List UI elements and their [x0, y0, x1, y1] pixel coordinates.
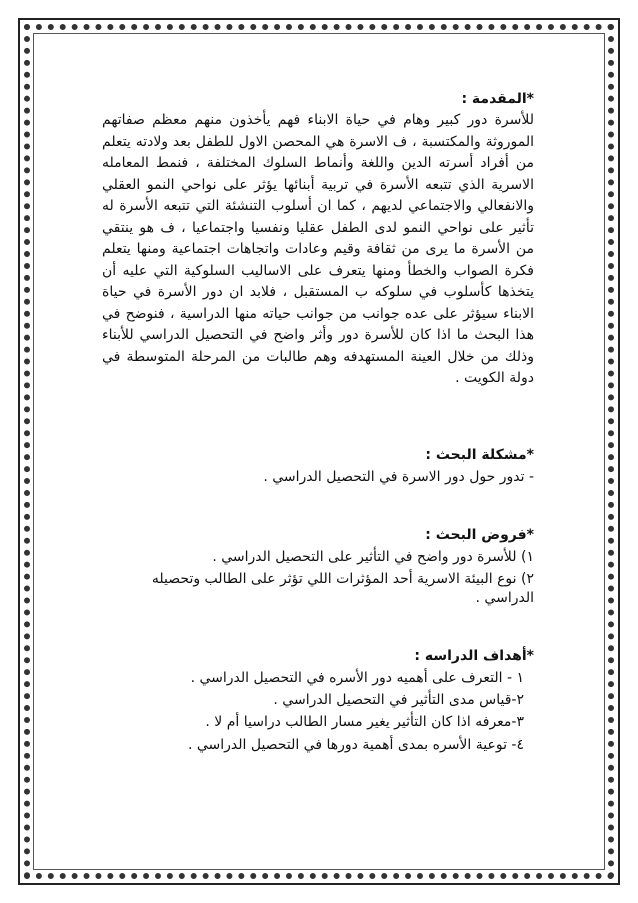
objective-item: ١ - التعرف على أهميه دور الأسره في التحصيل الدراسي .: [190, 670, 524, 686]
introduction-paragraph: للأسرة دور كبير وهام في حياة الابناء فهم يأخذون منهم معظم صفاتهم الموروثة والمكتسبة ، ف الاسرة هي المحصن الاول للطفل بعد ولادته يتعلم من أفراد أسرته الدين واللغة وأنماط السلوك المختلفة ، فنمط المعامله الاسرية الذي تتبعه الأسرة في تربية أبنائها يؤثر على نواحي النمو العقلي والانفعالي والاجتماعي لديهم ، كما ان أسلوب التنشئة التي تتبعه الأسرة له تأثير على نواحي النمو لدى الطفل عقليا ونفسيا واجتماعيا ، ف هو ينتقي من الأسرة ما يرى من ثقافة وقيم وعادات واتجاهات اجتماعية ومنها يتعلم فكرة الصواب والخطأ ومنها يتعرف على الاساليب السلوكية التي عليه أن يتخذها كأسلوب في سلوكه ب المستقبل ، فلابد ان دور الأسرة في حياة الابناء سيؤثر على عده جوانب من جوانب حياته منها الدراسية ، فنوضح في هذا البحث ما اذا كان للأسرة دور وأثر واضح في التحصيل الدراسي للأبناء وذلك من خلال العينة المستهدفه وهم طالبات من المرحلة المتوسطة في دولة الكويت .: [102, 112, 534, 387]
objectives-heading: *أهداف الدراسه :: [414, 647, 534, 664]
introduction-heading: *المقدمة :: [461, 91, 534, 107]
hypotheses-heading: *فروض البحث :: [425, 527, 534, 544]
objective-item: ٢-قياس مدى التأثير في التحصيل الدراسي .: [273, 692, 524, 709]
objective-item: ٣-معرفه اذا كان التأثير يغير مسار الطالب دراسيا أم لا .: [205, 714, 524, 731]
objective-item: ٤- توعية الأسره بمدى أهمية دورها في التحصيل الدراسي .: [187, 736, 524, 753]
hypothesis-item: ١) للأسرة دور واضح في التأثير على التحصيل الدراسي .: [212, 549, 534, 566]
research-problem-heading: *مشكلة البحث :: [425, 446, 534, 463]
document-body: [102, 90, 534, 754]
objectives-section: [102, 647, 534, 754]
hypothesis-item: ٢) نوع البيئة الاسرية أحد المؤثرات اللي تؤثر على الطالب وتحصيله الدراسي .: [151, 571, 534, 606]
hypotheses-section: [102, 526, 534, 607]
research-problem-item: - تدور حول دور الاسرة في التحصيل الدراسي .: [263, 468, 534, 485]
research-problem-section: [102, 446, 534, 486]
introduction-section: [102, 90, 534, 390]
